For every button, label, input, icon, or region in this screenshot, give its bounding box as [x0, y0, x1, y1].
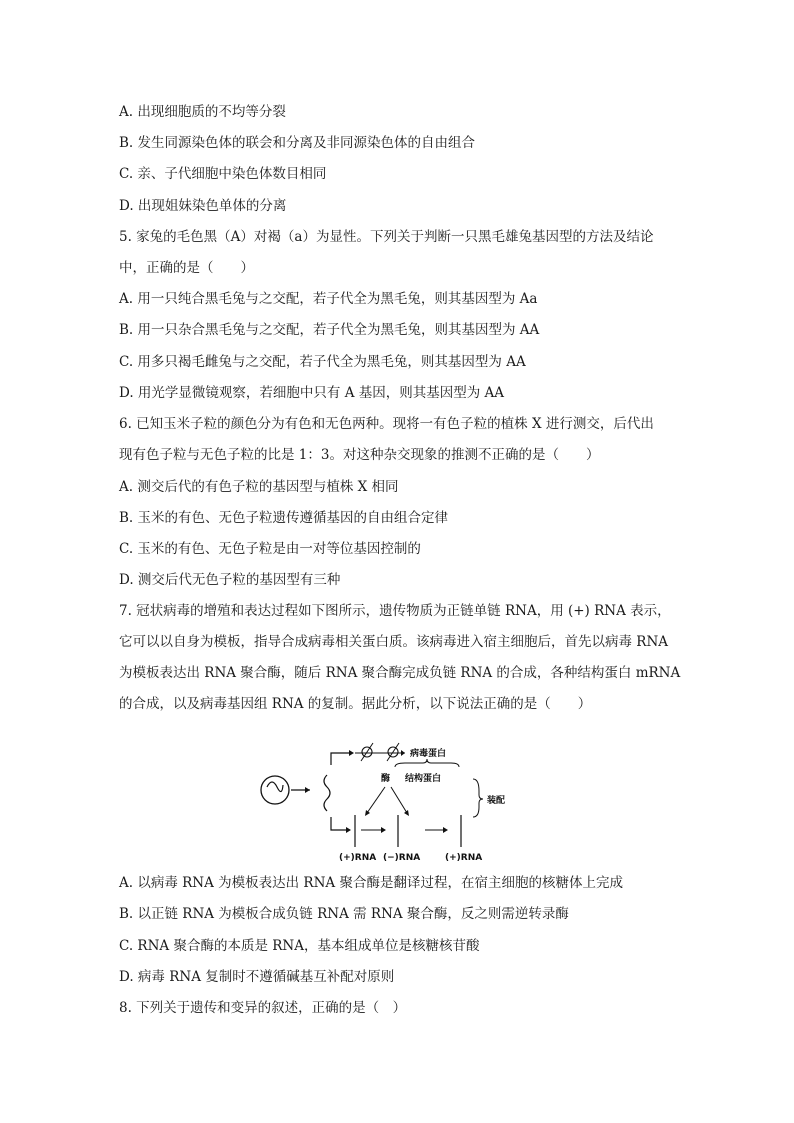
arrowhead-icon: [401, 750, 405, 756]
arrowhead-icon: [404, 810, 409, 816]
arrow-icon: [367, 787, 385, 813]
text-line: 的合成，以及病毒基因组 RNA 的复制。据此分析，以下说法正确的是（ ）: [119, 696, 592, 712]
replication-svg: [255, 735, 525, 865]
assembly-bracket-icon: [473, 779, 483, 817]
text-line: 现有色子粒与无色子粒的比是 1：3。对这种杂交现象的推测不正确的是（ ）: [119, 447, 600, 463]
text-line: B. 用一只杂合黑毛兔与之交配，若子代全为黑毛兔，则其基因型为 AA: [119, 322, 540, 338]
virus-icon: [261, 776, 289, 804]
arrowhead-icon: [365, 810, 370, 816]
text-line: C. 用多只褐毛雌兔与之交配，若子代全为黑毛兔，则其基因型为 AA: [119, 354, 526, 370]
text-line: 8. 下列关于遗传和变异的叙述，正确的是（ ）: [119, 1000, 407, 1016]
label-structural-protein: 结构蛋白: [405, 774, 442, 784]
arrowhead-icon: [346, 827, 351, 833]
rna-strand-icon: [324, 775, 330, 811]
text-line: C. RNA 聚合酶的本质是 RNA，基本组成单位是核糖核苷酸: [119, 938, 480, 954]
bottom-branch-line: [331, 817, 347, 830]
text-line: 中，正确的是（ ）: [119, 260, 254, 276]
text-line: 为模板表达出 RNA 聚合酶，随后 RNA 聚合酶完成负链 RNA 的合成，各种结构蛋白 mRNA: [119, 665, 681, 681]
text-line: C. 玉米的有色、无色子粒是由一对等位基因控制的: [119, 541, 421, 557]
text-line: 6. 已知玉米子粒的颜色分为有色和无色两种。现将一有色子粒的植株 X 进行测交，后代出: [119, 416, 654, 432]
coronavirus-replication-diagram: [255, 735, 525, 865]
text-line: C. 亲、子代细胞中染色体数目相同: [119, 166, 327, 182]
text-line: D. 测交后代无色子粒的基因型有三种: [119, 572, 341, 588]
arrowhead-icon: [381, 827, 386, 833]
arrowhead-icon: [349, 750, 354, 756]
text-line: B. 发生同源染色体的联会和分离及非同源染色体的自由组合: [119, 135, 476, 151]
text-line: D. 出现姐妹染色单体的分离: [119, 198, 287, 214]
label-rna-plus-1: (+)RNA: [339, 853, 377, 863]
label-rna-plus-2: (+)RNA: [445, 853, 483, 863]
peptide-icon: [387, 743, 399, 761]
text-line: A. 测交后代的有色子粒的基因型与植株 X 相同: [119, 479, 399, 495]
text-line: 7. 冠状病毒的增殖和表达过程如下图所示，遗传物质为正链单链 RNA，用 (+) RNA 表示，: [119, 603, 671, 619]
label-virus-protein: 病毒蛋白: [410, 749, 447, 759]
arrow-icon: [391, 787, 407, 813]
text-line: B. 以正链 RNA 为模板合成负链 RNA 需 RNA 聚合酶，反之则需逆转录酶: [119, 906, 569, 922]
text-line: D. 病毒 RNA 复制时不遵循碱基互补配对原则: [119, 969, 395, 985]
text-line: B. 玉米的有色、无色子粒遗传遵循基因的自由组合定律: [119, 510, 449, 526]
arrowhead-icon: [305, 787, 310, 793]
text-line: 它可以以自身为模板，指导合成病毒相关蛋白质。该病毒进入宿主细胞后，首先以病毒 RNA: [119, 634, 669, 650]
label-assembly: 装配: [487, 796, 506, 806]
label-rna-minus: (−)RNA: [383, 853, 421, 863]
text-line: D. 用光学显微镜观察，若细胞中只有 A 基因，则其基因型为 AA: [119, 385, 505, 401]
text-line: 5. 家兔的毛色黑（A）对褐（a）为显性。下列关于判断一只黑毛雄兔基因型的方法及结论: [119, 229, 654, 245]
brace-icon: [395, 759, 459, 767]
peptide-icon: [361, 743, 373, 761]
text-line: A. 出现细胞质的不均等分裂: [119, 104, 286, 120]
virus-rna-icon: [267, 782, 283, 792]
label-enzyme: 酶: [381, 774, 391, 784]
arrowhead-icon: [443, 827, 448, 833]
text-line: A. 用一只纯合黑毛兔与之交配，若子代全为黑毛兔，则其基因型为 Aa: [119, 291, 538, 307]
top-branch-line: [331, 753, 350, 765]
text-line: A. 以病毒 RNA 为模板表达出 RNA 聚合酶是翻译过程，在宿主细胞的核糖体上完成: [119, 875, 623, 891]
